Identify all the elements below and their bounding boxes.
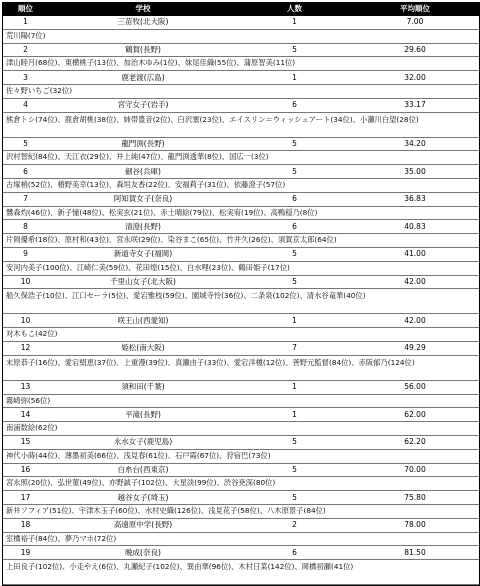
average-rank-cell: 33.17	[404, 100, 426, 110]
average-rank-cell: 29.60	[404, 44, 426, 54]
school-cell: 宮守女子(岩手)	[117, 100, 169, 110]
count-cell: 2	[292, 520, 297, 530]
count-cell: 6	[292, 100, 297, 110]
school-cell: 新道寺女子(福岡)	[113, 249, 173, 259]
member-list: 霧崎弥(56位)	[3, 395, 479, 409]
average-rank-cell: 42.00	[404, 315, 426, 325]
count-cell: 1	[292, 17, 297, 27]
rank-cell: 7	[23, 194, 28, 204]
header-average-rank: 平均順位	[400, 4, 430, 13]
average-rank-cell: 62.20	[404, 437, 426, 447]
rank-cell: 12	[20, 343, 31, 353]
count-cell: 1	[292, 382, 297, 392]
average-rank-cell: 34.20	[404, 138, 426, 148]
rank-cell: 16	[20, 464, 31, 474]
rank-cell: 1	[23, 17, 28, 27]
average-rank-cell: 40.83	[404, 221, 426, 231]
school-cell: 姫松(南大阪)	[121, 343, 165, 353]
school-row	[3, 546, 479, 560]
member-list: 安河内美子(100位)、江崎仁美(59位)、花田煌(15位)、白水哩(23位)、鶴田姫子(17位)	[3, 262, 479, 276]
count-cell: 5	[292, 166, 297, 176]
school-cell: 鹿老渡(広島)	[121, 72, 165, 82]
school-row	[3, 464, 479, 478]
school-row	[3, 276, 479, 290]
average-rank-cell: 81.50	[404, 547, 426, 557]
school-cell: 平滝(長野)	[125, 409, 161, 419]
school-cell: 晩成(奈良)	[125, 547, 161, 557]
rank-cell: 8	[23, 221, 28, 231]
member-list: 対木もこ(42位)	[3, 328, 479, 342]
school-row	[3, 436, 479, 450]
member-list: 鷺森灼(46位)、新子憧(48位)、松実玄(21位)、赤土晴絵(79位)、松実宥(19位)、高鴨穏乃(8位)	[3, 207, 479, 221]
average-rank-cell: 41.00	[404, 249, 426, 259]
rank-cell: 15	[20, 437, 31, 447]
school-cell: 鶴賀(長野)	[125, 44, 161, 54]
member-list: 津山睦月(68位)、東横桃子(13位)、加治木ゆみ(1位)、妹尾佳織(55位)、蒲原智美(11位)	[3, 57, 479, 71]
school-cell: 三苗牧(北大阪)	[117, 17, 169, 27]
school-cell: 劒谷(兵庫)	[125, 166, 161, 176]
average-rank-cell: 49.29	[404, 343, 426, 353]
average-rank-cell: 35.00	[404, 166, 426, 176]
school-row	[3, 381, 479, 395]
count-cell: 5	[292, 138, 297, 148]
school-row	[3, 193, 479, 207]
average-rank-cell: 7.00	[406, 17, 424, 27]
average-rank-cell: 78.00	[404, 520, 426, 530]
school-cell: 阿知賀女子(奈良)	[113, 194, 173, 204]
average-rank-cell: 62.00	[404, 409, 426, 419]
member-list: 熊倉トシ(74位)、鹿倉胡桃(38位)、姉帯豊音(2位)、臼沢塞(23位)、エイスリン＝ウィッシュアート(34位)、小瀬川白望(28位)	[3, 113, 479, 138]
rank-cell: 3	[23, 72, 28, 82]
rank-cell: 17	[20, 492, 31, 502]
table-header	[3, 3, 479, 16]
count-cell: 6	[292, 221, 297, 231]
header-school: 学校	[135, 4, 151, 13]
rank-cell: 18	[20, 520, 31, 530]
member-list: 船久保浩子(10位)、江口セーラ(5位)、愛宕雅枝(59位)、園城寺怜(36位)、二条泉(102位)、清水谷竜華(40位)	[3, 289, 479, 314]
rank-cell: 13	[20, 382, 31, 392]
count-cell: 1	[292, 315, 297, 325]
count-cell: 1	[292, 409, 297, 419]
school-row	[3, 165, 479, 179]
school-cell: 清澄(長野)	[125, 221, 161, 231]
member-list: 上田良子(102位)、小走やえ(6位)、丸瀬紀子(102位)、巽由華(96位)、木村日菜(142位)、岡橋初瀬(41位)	[3, 560, 479, 585]
member-list: 佐々野いちご(32位)	[3, 85, 479, 99]
school-row	[3, 342, 479, 356]
school-row	[3, 491, 479, 505]
average-rank-cell: 56.00	[404, 382, 426, 392]
school-cell: 越谷女子(埼玉)	[117, 492, 169, 502]
rank-cell: 2	[23, 44, 28, 54]
school-cell: 千里山女子(北大阪)	[110, 276, 176, 286]
rank-cell: 14	[20, 409, 31, 419]
count-cell: 1	[292, 72, 297, 82]
member-list: 沢村智紀(84位)、天江衣(29位)、井上純(47位)、龍門渕透華(8位)、国広一(3位)	[3, 151, 479, 165]
member-list: 荒川陽(7位)	[3, 30, 479, 44]
count-cell: 6	[292, 194, 297, 204]
average-rank-cell: 42.00	[404, 276, 426, 286]
member-list: 新井ソフィア(51位)、宇津木玉子(60位)、水村史織(126位)、浅見花子(58位)、八木原景子(84位)	[3, 505, 479, 519]
school-row	[3, 408, 479, 422]
school-row	[3, 99, 479, 113]
count-cell: 5	[292, 44, 297, 54]
rank-cell: 6	[23, 166, 28, 176]
rank-cell: 9	[23, 249, 28, 259]
member-list: 室橋裕子(84位)、夢乃マホ(72位)	[3, 533, 479, 547]
count-cell: 5	[292, 492, 297, 502]
header-rank: 順位	[18, 4, 33, 13]
school-cell: 高遠原中学(長野)	[113, 520, 173, 530]
count-cell: 5	[292, 464, 297, 474]
count-cell: 5	[292, 249, 297, 259]
school-row	[3, 16, 479, 30]
school-row	[3, 44, 479, 58]
rank-cell: 5	[23, 138, 28, 148]
average-rank-cell: 32.00	[404, 72, 426, 82]
average-rank-cell: 75.80	[404, 492, 426, 502]
school-cell: 須和田(千葉)	[121, 382, 165, 392]
rank-cell: 10	[20, 315, 31, 325]
table-body	[3, 16, 479, 585]
school-row	[3, 220, 479, 234]
school-row	[3, 138, 479, 152]
school-cell: 咲王山(西愛知)	[117, 315, 169, 325]
rank-cell: 4	[23, 100, 28, 110]
count-cell: 7	[292, 343, 297, 353]
count-cell: 5	[292, 437, 297, 447]
member-list: 南浦数絵(62位)	[3, 422, 479, 436]
member-list: 宮永照(20位)、弘世菫(49位)、亦野誠子(102位)、大星淡(99位)、渋谷尭深(80位)	[3, 477, 479, 491]
school-row	[3, 519, 479, 533]
school-cell: 永水女子(鹿児島)	[113, 437, 173, 447]
ranking-table	[2, 2, 480, 586]
rank-cell: 19	[20, 547, 31, 557]
school-row	[3, 314, 479, 328]
member-list: 片岡優希(18位)、原村和(43位)、宮永咲(29位)、染谷まこ(65位)、竹井久(26位)、須賀京太郎(64位)	[3, 234, 479, 248]
average-rank-cell: 70.00	[404, 464, 426, 474]
rank-cell: 10	[20, 276, 31, 286]
member-list: 神代小蒔(44位)、薄墨初美(66位)、浅見春(61位)、石戸霞(67位)、狩宿巴(73位)	[3, 450, 479, 464]
school-cell: 白糸台(西東京)	[117, 464, 169, 474]
count-cell: 6	[292, 547, 297, 557]
average-rank-cell: 36.83	[404, 194, 426, 204]
member-list: 古塚梢(52位)、椿野美幸(13位)、森垣友香(22位)、安福莉子(31位)、依藤澄子(57位)	[3, 179, 479, 193]
school-row	[3, 71, 479, 85]
member-list: 末原恭子(16位)、愛宕絹恵(37位)、上重漫(39位)、真瀬由子(33位)、愛宕洋榎(12位)、善野元監督(84位)、赤阪郁乃(124位)	[3, 356, 479, 381]
school-cell: 龍門渕(長野)	[121, 138, 165, 148]
count-cell: 5	[292, 276, 297, 286]
header-count: 人数	[287, 4, 302, 13]
school-row	[3, 248, 479, 262]
